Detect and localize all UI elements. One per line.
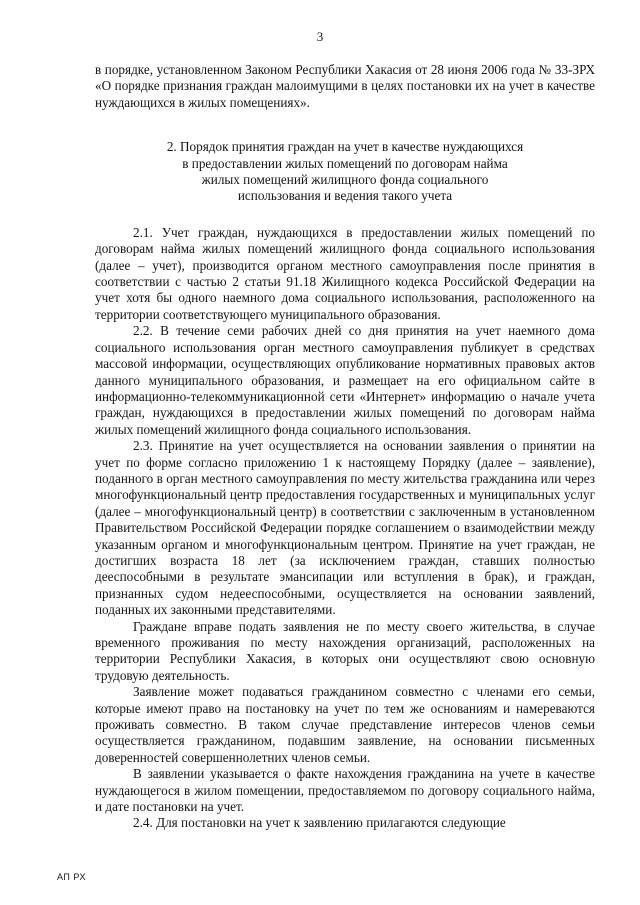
paragraph-2-1: 2.1. Учет граждан, нуждающихся в предоставлении жилых помещений по договорам найма жилых помещений жилищного фонда социального использования (далее – учет), производится органом местного самоуправления после принятия в соответствии с частью 2 статьи 91.18 Жилищного кодекса Российской Федерации на учет хотя бы одного наемного дома социального использования, расположенного на территории соответствующего муниципального образования. (95, 224, 595, 322)
section-heading-line: использования и ведения такого учета (237, 188, 453, 204)
paragraph-2-2: 2.2. В течение семи рабочих дней со дня принятия на учет наемного дома социального использования орган местного самоуправления публикует в средствах массовой информации, осуществляющих опубликование нормативных правовых актов данного муниципального образования, и размещает на его официальном сайте в информационно-телекоммуникационной сети «Интернет» информацию о начале учета граждан, нуждающихся в предоставлении жилых помещений по договорам найма жилых помещений жилищного фонда социального использования. (95, 323, 595, 437)
paragraph-application-content: В заявлении указывается о факте нахождения гражданина на учете в качестве нуждающегося в жилом помещении, предоставляемом по договору социального найма, и дате постановки на учет. (95, 766, 595, 815)
section-heading-line: в предоставлении жилых помещений по договорам найма (182, 155, 508, 171)
paragraph-2-4: 2.4. Для постановки на учет к заявлению прилагаются следующие (133, 815, 506, 831)
page-number: 3 (316, 29, 324, 44)
paragraph-temporary-residence: Граждане вправе подать заявления не по месту своего жительства, в случае временного проживания по месту нахождения организаций, расположенных на территории Республики Хакасия, в которых они осуществляют свою основную трудовую деятельность. (95, 618, 595, 683)
paragraph-family-application: Заявление может подаваться гражданином совместно с членами его семьи, которые имеют право на постановку на учет по тем же основаниям и намереваются проживать совместно. В таком случае представление интересов членов семьи осуществляется гражданином, подавшим заявление, на основании письменных доверенностей совершеннолетних членов семьи. (95, 684, 595, 765)
section-heading-line: жилых помещений жилищного фонда социального (201, 172, 489, 188)
section-heading-line: 2. Порядок принятия граждан на учет в качестве нуждающихся (166, 139, 524, 155)
paragraph-2-3: 2.3. Принятие на учет осуществляется на основании заявления о принятии на учет по форме согласно приложению 1 к настоящему Порядку (далее – заявление), поданного в орган местного самоуправления по месту жительства гражданина или через многофункциональный центр предоставления государственных и муниципальных услуг (далее – многофункциональный центр) в соответствии с заключенным в установленном Правительством Российской Федерации порядке соглашением о взаимодействии между указанным органом и многофункциональным центром. Принятие на учет граждан, не достигших возраста 18 лет (за исключением граждан, ставших полностью дееспособными в результате эмансипации или вступления в брак), и граждан, признанных судом недееспособными, осуществляется на основании заявлений, поданных их законными представителями. (95, 438, 595, 618)
section-heading (95, 139, 595, 205)
footer-mark: АП РХ (57, 872, 86, 882)
intro-paragraph: в порядке, установленном Законом Республики Хакасия от 28 июня 2006 года № 33-ЗРХ «О порядке признания граждан малоимущими в целях постановки их на учет в качестве нуждающихся в жилых помещениях». (95, 62, 595, 110)
document-body (95, 62, 595, 832)
